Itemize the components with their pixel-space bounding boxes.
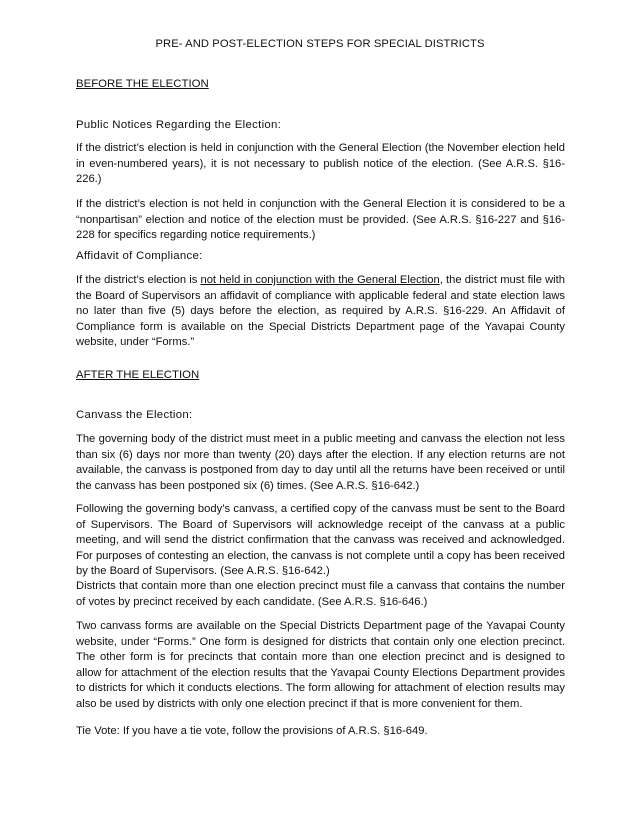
- document-title: PRE- AND POST-ELECTION STEPS FOR SPECIAL DISTRICTS: [155, 38, 485, 50]
- canvass-paragraph-4: Two canvass forms are available on the Special Districts Department page of the Yavapai County website, under “Forms.” One form is designed for districts that contain only one election precinct. The other form is for precincts that contain more than one election precinct and is designed to allow for attachment of the election results that the Yavapai County Elections Department provides to districts for which it conducts elections. The form allowing for attachment of election results may also be used by districts with only one election precinct if that is more convenient for them.: [76, 620, 565, 710]
- affidavit-underlined-text: not held in conjunction with the General Election: [200, 274, 440, 286]
- canvass-paragraph-3: Districts that contain more than one election precinct must file a canvass that contains the number of votes by precinct received by each candidate. (See A.R.S. §16-646.): [76, 580, 565, 608]
- canvass-subheading: Canvass the Election:: [76, 409, 193, 421]
- affidavit-text-prefix: If the district’s election is: [76, 274, 201, 286]
- affidavit-text-suffix: , the district must file with the Board of Supervisors an affidavit of compliance with applicable federal and state election laws no later than five (5) days before the election, as required by A.R.S. §16-229. An Affidavit of Compliance form is available on the Special Districts Department page of the Yavapai County website, under “Forms.”: [76, 274, 565, 349]
- canvass-paragraph-2: Following the governing body’s canvass, a certified copy of the canvass must be sent to the Board of Supervisors. The Board of Supervisors will acknowledge receipt of the canvass at a public meeting, and will send the district confirmation that the canvass was received and acknowledged. For purposes of contesting an election, the canvass is not complete until a copy has been received by the Board of Supervisors. (See A.R.S. §16-642.): [76, 503, 565, 578]
- before-election-heading: BEFORE THE ELECTION: [76, 78, 209, 90]
- public-notices-paragraph-1: If the district’s election is held in conjunction with the General Election (the November election held in even-numbered years), it is not necessary to publish notice of the election. (See A.R.S. §16-226.): [76, 142, 565, 186]
- public-notices-subheading: Public Notices Regarding the Election:: [76, 119, 282, 131]
- affidavit-subheading: Affidavit of Compliance:: [76, 250, 203, 262]
- canvass-paragraph-1: The governing body of the district must meet in a public meeting and canvass the election not less than six (6) days nor more than twenty (20) days after the election. If any election returns are not available, the canvass is postponed from day to day until all the returns have been received or until the canvass has been postponed six (6) times. (See A.R.S. §16-642.): [76, 433, 565, 492]
- after-election-heading: AFTER THE ELECTION: [76, 369, 200, 381]
- tie-vote-paragraph: Tie Vote: If you have a tie vote, follow the provisions of A.R.S. §16-649.: [76, 725, 428, 737]
- affidavit-paragraph: [76, 273, 565, 351]
- public-notices-paragraph-2: If the district’s election is not held in conjunction with the General Election it is considered to be a “nonpartisan” election and notice of the election must be provided. (See A.R.S. §16-227 and §16-228 for specifics regarding notice requirements.): [76, 198, 565, 242]
